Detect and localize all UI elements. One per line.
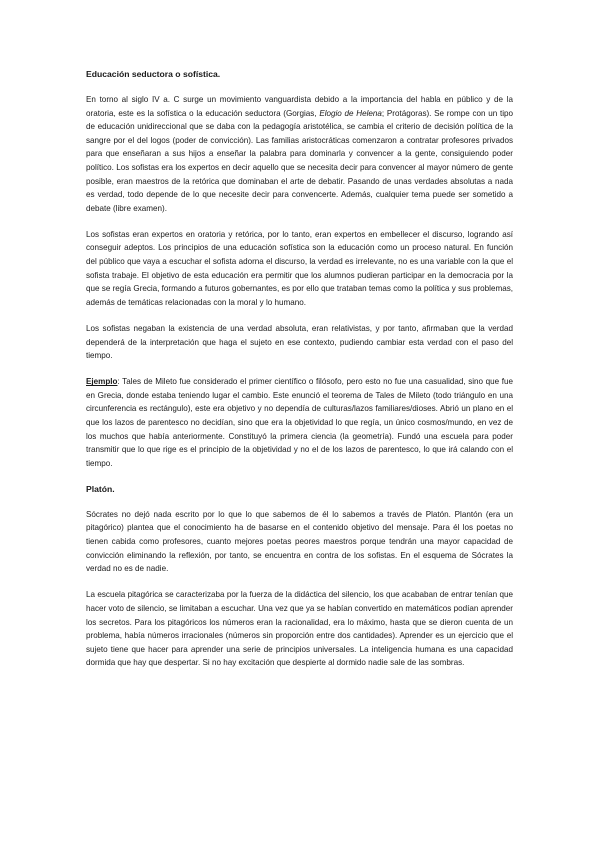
- paragraph-text: En torno al siglo IV a. C surge un movimiento vanguardista debido a la importancia del habla en público y de la oratoria, este es la sofística o la educación seductora (Gorgias,: [86, 95, 513, 118]
- book-title: Elogio de Helena: [319, 108, 382, 118]
- paragraph: Sócrates no dejó nada escrito por lo que lo que sabemos de él lo sabemos a través de Platón. Plantón (era un pitagórico) plantea que el conocimiento ha de basarse en el contenido objetivo del mensaje. Para él los poetas no tienen cabida como profesores, cuanto mejores poetas peores maestros porque tendrán una mayor capacidad de convicción eliminando la reflexión, por tanto, se encuentra en contra de los sofistas. En el esquema de Sócrates la verdad no es de nadie.: [86, 509, 513, 574]
- section-heading: Platón.: [86, 483, 115, 494]
- paragraph: La escuela pitagórica se caracterizaba por la fuerza de la didáctica del silencio, los que acababan de entrar tenían que hacer voto de silencio, se limitaban a escuchar. Una vez que ya se habían convertido en matemáticos podían aprender los secretos. Para los pitagóricos los números eran la racionalidad, era lo máximo, hasta que se dieron cuenta de un problema, había números irracionales (números sin proporción entre dos cantidades). Aprender es un ejercicio que el sujeto tiene que hacer para aprender una serie de principios universales. La inteligencia humana es una capacidad dormida que hay que despertar. Si no hay excitación que despierte al dormido nadie sale de las sombras.: [86, 590, 513, 668]
- example-label: Ejemplo: [86, 377, 118, 387]
- paragraph-text: ; Protágoras). Se rompe con un tipo de educación unidireccional que se daba con la pedagogía aristotélica, se cambia el criterio de decisión política de la sangre por el del logos (poder de convicción). Las familias aristocráticas comenzaron a contratar profesores privados para que enseñaran a sus hijos a enseñar la palabra para dominarla y convencer a la gente, consiguiendo poder político. Los sofistas era los expertos en decir aquello que se necesita decir para convencer al mayor número de gente posible, eran maestros de la retórica que dominaban el arte de debatir. Pasando de unas verdades absolutas a nada es verdad, todo depende de lo que necesite decir para convencerte. Además, cualquier tema puede ser sometido a debate (libre examen).: [86, 108, 513, 213]
- paragraph: [86, 93, 513, 215]
- paragraph: Los sofistas eran expertos en oratoria y retórica, por lo tanto, eran expertos en embellecer el discurso, logrando así conseguir adeptos. Los principios de una educación sofística son la educación como un proceso natural. En función del público que vaya a escuchar el sofista adorna el discurso, la verdad es irrelevante, no es una variable con la que el sofista trabaje. El objetivo de esta educación era permitir que los alumnos pudieran participar en la democracia por la que se regía Grecia, formando a futuros gobernantes, es por ello que trataban temas como la política y sus problemas, además de temáticas relacionadas con la moral y lo humano.: [86, 229, 513, 307]
- paragraph-text: : Tales de Mileto fue considerado el primer científico o filósofo, pero esto no fue una casualidad, sino que fue en Grecia, donde estaba teniendo lugar el cambio. Este enunció el teorema de Tales de Mileto (todo triángulo en una circunferencia es rectángulo), este era objetivo y no dependía de culturas/lazos familiares/dioses. Abrió un plano en el que los lazos de parentesco no decidían, sino que era la objetividad lo que regía, un único cosmos/mundo, en vez de los muchos que había anteriormente. Constituyó la primera ciencia (la geometría). Fundó una escuela para poder transmitir que lo que rige es el principio de la objetividad y no el de los lazos de parentesco, lo que irá calando con el tiempo.: [86, 377, 513, 468]
- paragraph-example: [86, 375, 513, 470]
- section-sofistica: [86, 68, 513, 470]
- paragraph: Los sofistas negaban la existencia de una verdad absoluta, eran relativistas, y por tanto, afirmaban que la verdad dependerá de la interpretación que haga el sujeto en ese contexto, pudiendo cambiar esta verdad con el paso del tiempo.: [86, 323, 513, 361]
- section-heading: Educación seductora o sofística.: [86, 69, 221, 79]
- section-platon: [86, 483, 513, 670]
